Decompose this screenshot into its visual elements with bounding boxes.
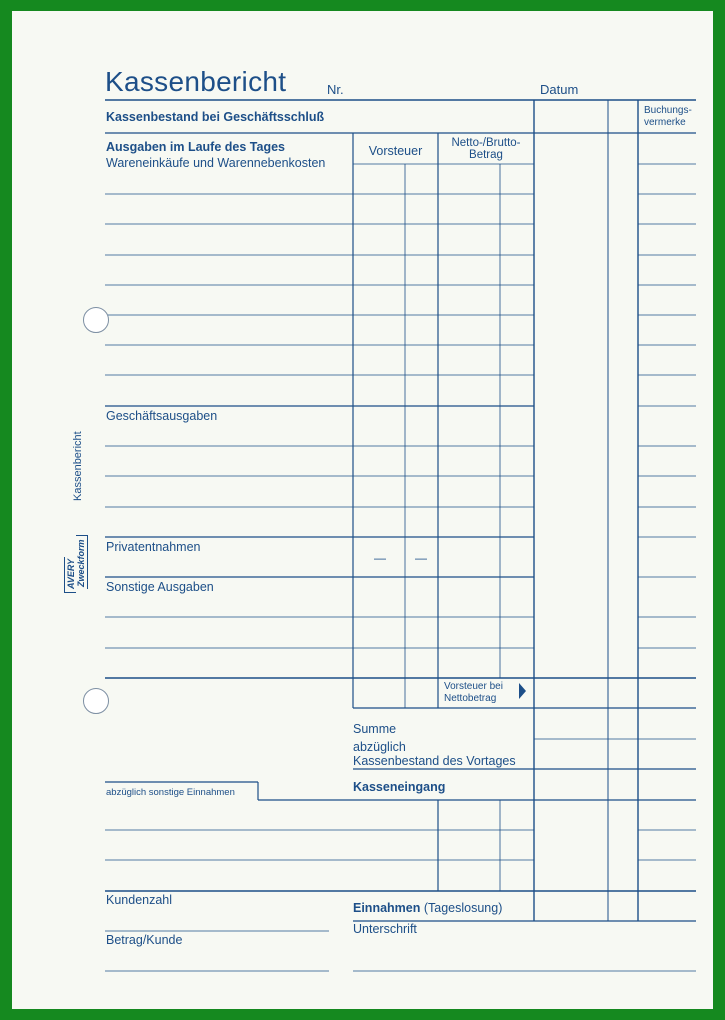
kundenzahl-label: Kundenzahl [106,893,173,907]
privatentnahmen-label: Privatentnahmen [106,540,201,554]
einnahmen-row [353,902,502,915]
buchungsvermerke-line1: Buchungs- [644,105,692,116]
kassenbestand-label: Kassenbestand bei Geschäftsschluß [106,110,325,124]
unterschrift-label: Unterschrift [353,922,417,936]
punch-hole-bottom [83,688,109,714]
ausgaben-heading: Ausgaben im Laufe des Tages [106,140,285,154]
sonstige-ausgaben-label: Sonstige Ausgaben [106,580,214,594]
netto-brutto-line1: Netto-/Brutto- [451,137,521,149]
logo-line1: AVERY [64,557,76,593]
form-title: Kassenbericht [105,66,287,97]
vorsteuer-netto-line1: Vorsteuer bei [444,681,503,692]
summe-label: Summe [353,722,397,736]
privat-vorsteuer-dash: — [374,551,386,565]
kasseneingang-label: Kasseneingang [353,780,446,794]
geschaeftsausgaben-label: Geschäftsausgaben [106,409,218,423]
vertical-title: Kassenbericht [72,431,84,501]
einnahmen-label: Einnahmen [353,901,421,915]
sonstige-einnahmen-label: abzüglich sonstige Einnahmen [106,787,235,798]
buchungsvermerke-line2: vermerke [644,117,686,128]
abzueglich-label: abzüglich [353,740,406,754]
vorsteuer-netto-line2: Nettobetrag [444,693,497,704]
netto-brutto-line2: Betrag [469,149,503,161]
datum-label: Datum [540,82,579,97]
form-sheet [12,11,713,1009]
kassenbestand-vortag-label: Kassenbestand des Vortages [353,754,516,768]
wareneinkaeufe-label: Wareneinkäufe und Warennebenkosten [106,156,326,170]
privat-vorsteuer-dash-2: — [415,551,427,565]
vorsteuer-header: Vorsteuer [368,144,423,158]
arrow-right-icon [519,683,526,699]
nr-label: Nr. [327,82,344,97]
punch-hole-top [83,307,109,333]
betrag-kunde-label: Betrag/Kunde [106,933,183,947]
logo-line2: Zweckform [76,535,88,589]
tageslosung-label: (Tageslosung) [423,901,503,915]
avery-logo [64,529,90,593]
